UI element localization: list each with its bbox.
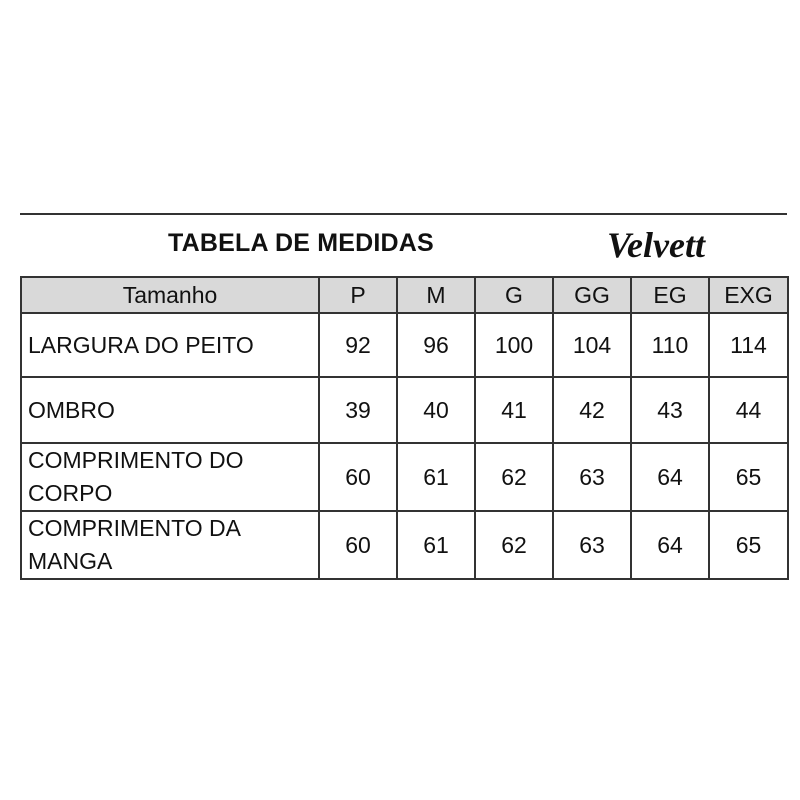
table-row	[21, 443, 788, 511]
top-divider	[20, 213, 787, 215]
table-cell: 42	[553, 377, 631, 443]
header-cell-size: P	[319, 277, 397, 313]
table-cell: 62	[475, 511, 553, 579]
table-cell: 110	[631, 313, 709, 377]
row-label: COMPRIMENTO DO CORPO	[21, 443, 319, 511]
page-title: TABELA DE MEDIDAS	[168, 229, 434, 257]
table-cell: 41	[475, 377, 553, 443]
table-cell: 96	[397, 313, 475, 377]
table-row	[21, 377, 788, 443]
table-cell: 60	[319, 511, 397, 579]
table-cell: 39	[319, 377, 397, 443]
table-cell: 100	[475, 313, 553, 377]
table-cell: 44	[709, 377, 788, 443]
table-cell: 63	[553, 511, 631, 579]
table-cell: 65	[709, 443, 788, 511]
header-cell-size: M	[397, 277, 475, 313]
size-table	[20, 276, 789, 580]
table-cell: 64	[631, 511, 709, 579]
table-cell: 92	[319, 313, 397, 377]
table-cell: 65	[709, 511, 788, 579]
table-cell: 40	[397, 377, 475, 443]
table-row	[21, 511, 788, 579]
header-cell-size: G	[475, 277, 553, 313]
row-label: OMBRO	[21, 377, 319, 443]
table-cell: 43	[631, 377, 709, 443]
row-label: COMPRIMENTO DA MANGA	[21, 511, 319, 579]
table-cell: 62	[475, 443, 553, 511]
row-label: LARGURA DO PEITO	[21, 313, 319, 377]
table-cell: 114	[709, 313, 788, 377]
table-cell: 60	[319, 443, 397, 511]
table-cell: 61	[397, 443, 475, 511]
header-cell-size: GG	[553, 277, 631, 313]
brand-logo-text: Velvett	[607, 225, 705, 265]
table-cell: 64	[631, 443, 709, 511]
table-cell: 104	[553, 313, 631, 377]
table-row	[21, 313, 788, 377]
table-cell: 63	[553, 443, 631, 511]
header-cell-size-label: Tamanho	[21, 277, 319, 313]
table-cell: 61	[397, 511, 475, 579]
table-header-row	[21, 277, 788, 313]
header-cell-size: EG	[631, 277, 709, 313]
header-cell-size: EXG	[709, 277, 788, 313]
